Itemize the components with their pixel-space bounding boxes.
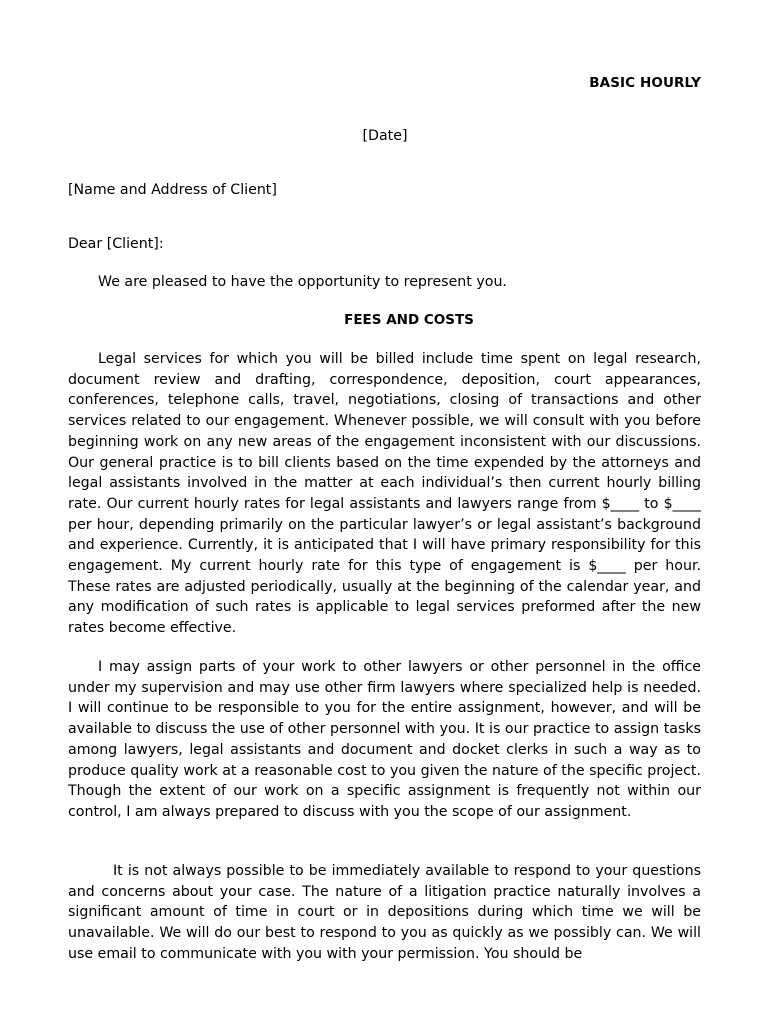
client-name-address: [Name and Address of Client] [68, 182, 277, 198]
paragraph-assignment: I may assign parts of your work to other lawyers or other personnel in the office under my supervision and may use other firm lawyers where specialized help is needed. I will continue to be responsible to you for the entire assignment, however, and will be available to discuss the use of other personnel with you. It is our practice to assign tasks among lawyers, legal assistants and document and docket clerks in such a way as to produce quality work at a reasonable cost to you given the nature of the specific project. Though the extent of our work on a specific assignment is frequently not within our control, I am always prepared to discuss with you the scope of our assignment. [68, 659, 701, 820]
section-heading-fees-and-costs: FEES AND COSTS [344, 312, 474, 328]
salutation: Dear [Client]: [68, 236, 164, 252]
intro-sentence: We are pleased to have the opportunity to represent you. [98, 274, 507, 290]
paragraph-availability: It is not always possible to be immediately available to respond to your questions and concerns about your case. The nature of a litigation practice naturally involves a significant amount of time in court or in depositions during which time we will be unavailable. We will do our best to respond to you as quickly as we possibly can. We will use email to communicate with you with your permission. You should be [68, 863, 701, 962]
date-placeholder: [Date] [362, 128, 408, 144]
document-type-label: BASIC HOURLY [589, 75, 701, 91]
paragraph-legal-services: Legal services for which you will be billed include time spent on legal research, document review and drafting, correspondence, deposition, court appearances, conferences, telephone calls, travel, negotiations, closing of transactions and other services related to our engagement. Whenever possible, we will consult with you before beginning work on any new areas of the engagement inconsistent with our discussions. Our general practice is to bill clients based on the time expended by the attorneys and legal assistants involved in the matter at each individual’s then current hourly billing rate. Our current hourly rates for legal assistants and lawyers range from $____ to $____ per hour, depending primarily on the particular lawyer’s or legal assistant’s background and experience. Currently, it is anticipated that I will have primary responsibility for this engagement. My current hourly rate for this type of engagement is $____ per hour. These rates are adjusted periodically, usually at the beginning of the calendar year, and any modification of such rates is applicable to legal services preformed after the new rates become effective. [68, 351, 701, 637]
